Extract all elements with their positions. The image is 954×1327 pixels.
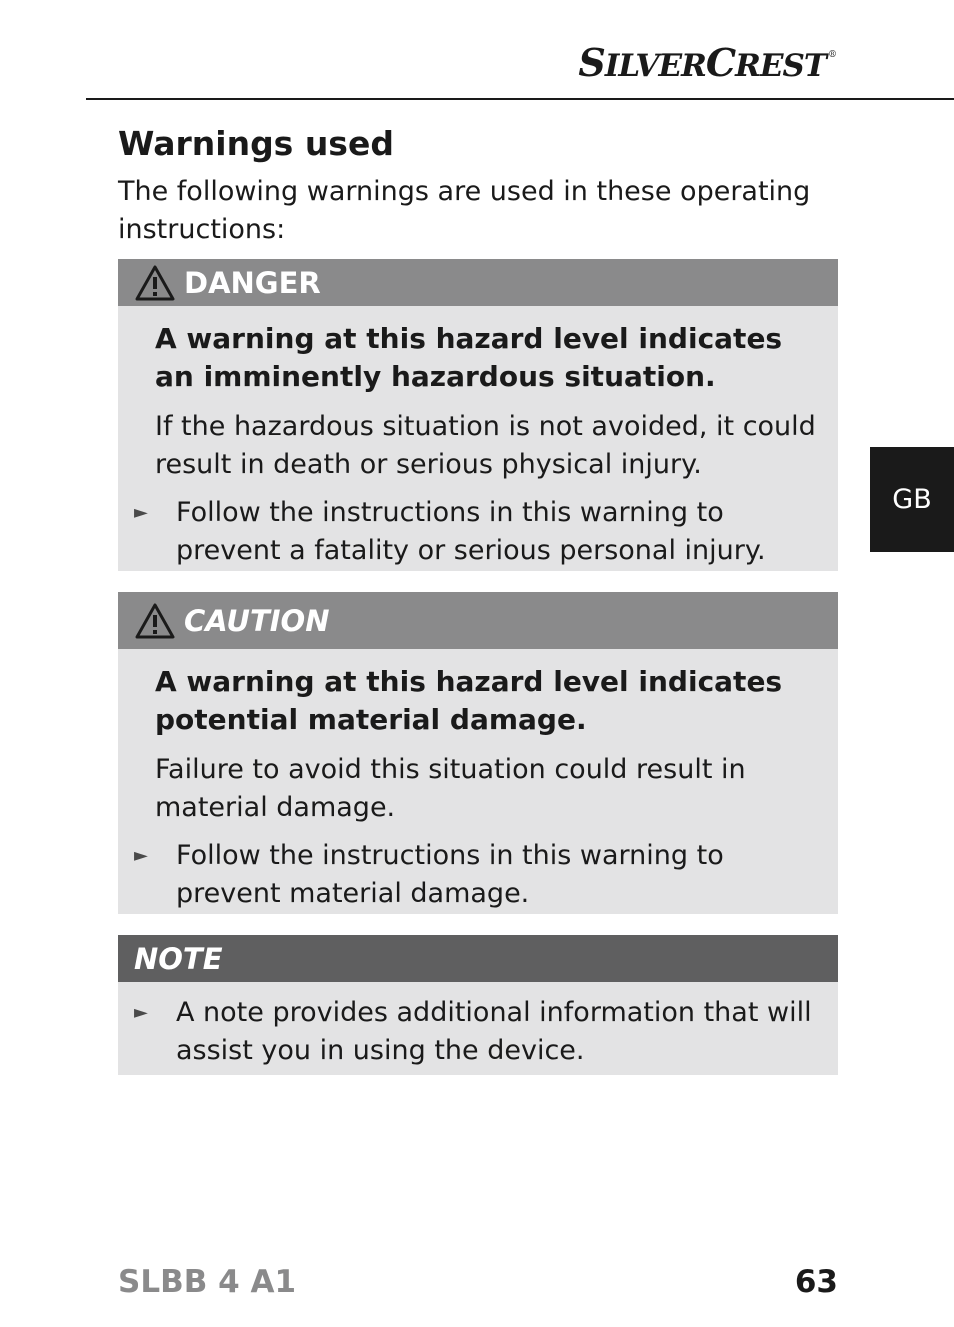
caution-bullet-text: Follow the instructions in this warning to prevent material damage. <box>176 840 724 909</box>
caution-title: CAUTION <box>184 603 330 638</box>
danger-header <box>118 259 838 306</box>
note-bullet <box>134 994 818 1070</box>
brand-logo: SILVERCREST ® <box>578 40 836 85</box>
note-box <box>118 935 838 1075</box>
caution-box <box>118 592 838 914</box>
page-number: 63 <box>794 1264 838 1300</box>
note-title: NOTE <box>134 941 223 976</box>
danger-text: If the hazardous situation is not avoided, it could result in death or serious physical injury. <box>155 411 816 480</box>
danger-bullet <box>134 494 818 570</box>
caution-bullet <box>134 837 818 913</box>
caution-bold-text: A warning at this hazard level indicates potential material damage. <box>155 665 783 736</box>
note-bullet-text: A note provides additional information that will assist you in using the device. <box>176 997 812 1066</box>
caution-header <box>118 592 838 649</box>
danger-box <box>118 259 838 571</box>
danger-title: DANGER <box>184 265 321 300</box>
language-tab: GB <box>870 447 954 552</box>
bullet-arrow-icon: ► <box>134 502 148 523</box>
footer-model: SLBB 4 A1 <box>118 1264 297 1300</box>
bullet-arrow-icon: ► <box>134 845 148 866</box>
header-rule <box>86 98 954 100</box>
intro-text: The following warnings are used in these operating instructions: <box>118 176 811 245</box>
caution-text: Failure to avoid this situation could result in material damage. <box>155 754 746 823</box>
warning-triangle-icon <box>134 264 176 302</box>
page-heading: Warnings used <box>118 124 394 163</box>
danger-bullet-text: Follow the instructions in this warning to prevent a fatality or serious personal injury. <box>176 497 766 566</box>
note-header <box>118 935 838 982</box>
bullet-arrow-icon: ► <box>134 1002 148 1023</box>
warning-triangle-icon <box>134 602 176 640</box>
danger-bold-text: A warning at this hazard level indicates an imminently hazardous situation. <box>155 322 783 393</box>
